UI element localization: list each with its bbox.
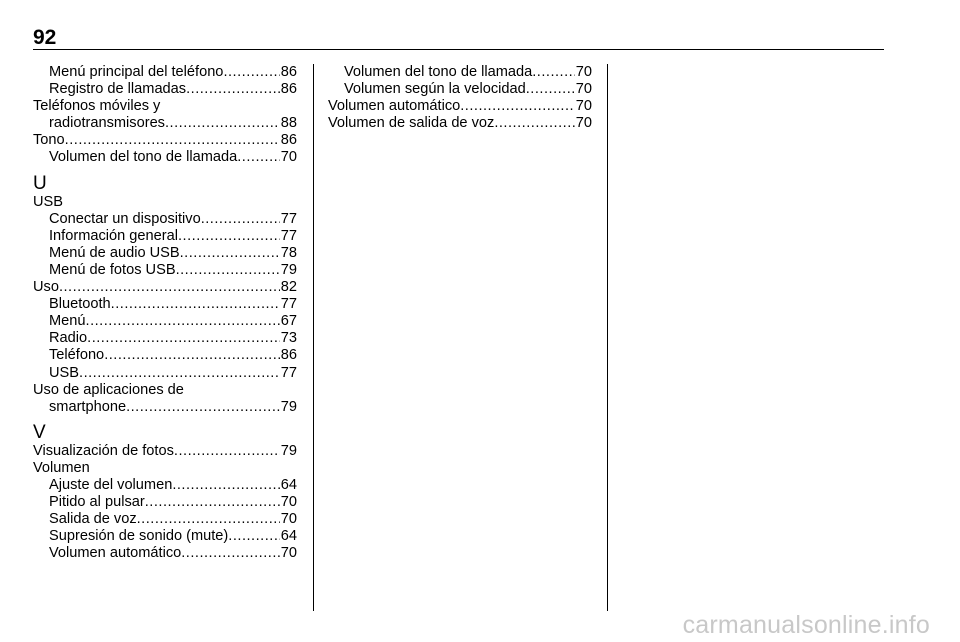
dot-leader (79, 365, 280, 382)
entry-label: Menú de fotos USB (49, 261, 176, 278)
dot-leader (176, 262, 280, 279)
entry-label: Registro de llamadas (49, 81, 187, 98)
watermark: carmanualsonline.info (682, 611, 930, 639)
entry-page-number: 73 (280, 330, 297, 347)
index-subentry (328, 81, 592, 98)
dot-leader (178, 228, 280, 245)
entry-label: Volumen automático (328, 98, 461, 115)
index-subentry (33, 228, 297, 245)
entry-label: Supresión de sonido (mute) (49, 528, 229, 545)
entry-page-number: 77 (280, 296, 297, 313)
entry-page-number: 70 (280, 494, 297, 511)
dot-leader (460, 98, 575, 115)
index-column-left (33, 64, 297, 562)
entry-label: Radio (49, 330, 88, 347)
index-subentry (328, 64, 592, 81)
index-subentry (33, 330, 297, 347)
index-subentry (33, 64, 297, 81)
dot-leader (201, 211, 280, 228)
index-subentry (33, 494, 297, 511)
entry-page-number: 82 (280, 279, 297, 296)
index-subentry (33, 477, 297, 494)
entry-label: Menú (49, 313, 86, 330)
index-entry (328, 98, 592, 115)
entry-label: Menú principal del teléfono (49, 64, 224, 80)
dot-leader (181, 545, 280, 562)
entry-page-number: 70 (280, 511, 297, 528)
index-entry (328, 115, 592, 132)
entry-label: radiotransmisores (49, 115, 165, 132)
entry-label: Conectar un dispositivo (49, 210, 201, 227)
entry-label: Teléfono (49, 347, 105, 364)
entry-label: Volumen del tono de llamada (344, 64, 533, 80)
entry-page-number: 86 (280, 347, 297, 364)
index-entry (33, 443, 297, 460)
entry-label: Pitido al pulsar (49, 494, 145, 511)
index-subentry (33, 347, 297, 364)
entry-page-number: 79 (280, 398, 297, 415)
index-subentry (33, 81, 297, 98)
index-heading: USB (33, 193, 64, 210)
entry-label: Volumen de salida de voz (328, 115, 495, 132)
index-heading: Uso de aplicaciones de (33, 381, 184, 398)
entry-page-number: 70 (575, 64, 592, 80)
index-section-letter: U (33, 172, 47, 194)
entry-label: Volumen según la velocidad (344, 81, 526, 98)
entry-page-number: 88 (280, 115, 297, 132)
index-heading: Teléfonos móviles y (33, 98, 161, 115)
index-subentry (33, 245, 297, 262)
dot-leader (165, 115, 280, 132)
entry-label: Visualización de fotos (33, 442, 174, 459)
entry-page-number: 70 (575, 81, 592, 98)
dot-leader (223, 64, 279, 81)
index-subentry (33, 115, 297, 132)
entry-page-number: 86 (280, 81, 297, 98)
entry-label: Uso (33, 279, 59, 296)
dot-leader (59, 279, 280, 296)
index-column-middle (328, 64, 592, 132)
entry-label: Tono (33, 132, 65, 149)
entry-page-number: 64 (280, 476, 297, 493)
header-rule (33, 49, 884, 50)
index-subentry (33, 313, 297, 330)
entry-label: Información general (49, 227, 178, 244)
dot-leader (111, 296, 280, 313)
dot-leader (526, 81, 575, 98)
dot-leader (104, 347, 280, 364)
entry-label: USB (49, 364, 80, 381)
index-subentry (33, 262, 297, 279)
dot-leader (65, 132, 280, 149)
entry-label: Volumen automático (49, 545, 182, 562)
column-divider-1 (313, 64, 314, 611)
index-subentry (33, 296, 297, 313)
entry-page-number: 70 (575, 98, 592, 115)
index-entry (33, 279, 297, 296)
dot-leader (86, 313, 280, 330)
entry-page-number: 86 (280, 132, 297, 149)
index-subentry (33, 149, 297, 166)
entry-page-number: 64 (280, 528, 297, 545)
index-heading: Volumen (33, 459, 90, 476)
entry-label: Menú de audio USB (49, 244, 180, 261)
entry-label: Bluetooth (49, 296, 111, 313)
entry-page-number: 79 (280, 442, 297, 459)
entry-page-number: 70 (575, 115, 592, 132)
entry-page-number: 70 (280, 545, 297, 562)
entry-label: Ajuste del volumen (49, 476, 173, 493)
entry-page-number: 77 (280, 227, 297, 244)
dot-leader (532, 64, 575, 81)
index-subentry (33, 528, 297, 545)
entry-page-number: 79 (280, 261, 297, 278)
entry-page-number: 78 (280, 244, 297, 261)
index-section-letter: V (33, 421, 46, 443)
dot-leader (186, 81, 280, 98)
index-subentry (33, 365, 297, 382)
entry-page-number: 67 (280, 313, 297, 330)
entry-page-number: 77 (280, 210, 297, 227)
index-subentry (33, 211, 297, 228)
index-entry (33, 132, 297, 149)
entry-label: Volumen del tono de llamada (49, 149, 238, 166)
dot-leader (126, 399, 280, 416)
entry-page-number: 70 (280, 149, 297, 166)
dot-leader (145, 494, 280, 511)
entry-page-number: 77 (280, 364, 297, 381)
dot-leader (174, 443, 280, 460)
dot-leader (228, 528, 279, 545)
dot-leader (494, 115, 574, 132)
dot-leader (87, 330, 280, 347)
dot-leader (172, 477, 279, 494)
page-number: 92 (33, 26, 57, 49)
dot-leader (137, 511, 280, 528)
entry-label: smartphone (49, 398, 127, 415)
entry-page-number: 86 (280, 64, 297, 80)
index-subentry (33, 545, 297, 562)
index-subentry (33, 511, 297, 528)
dot-leader (180, 245, 280, 262)
entry-label: Salida de voz (49, 511, 137, 528)
dot-leader (237, 149, 280, 166)
index-subentry (33, 399, 297, 416)
column-divider-2 (607, 64, 608, 611)
